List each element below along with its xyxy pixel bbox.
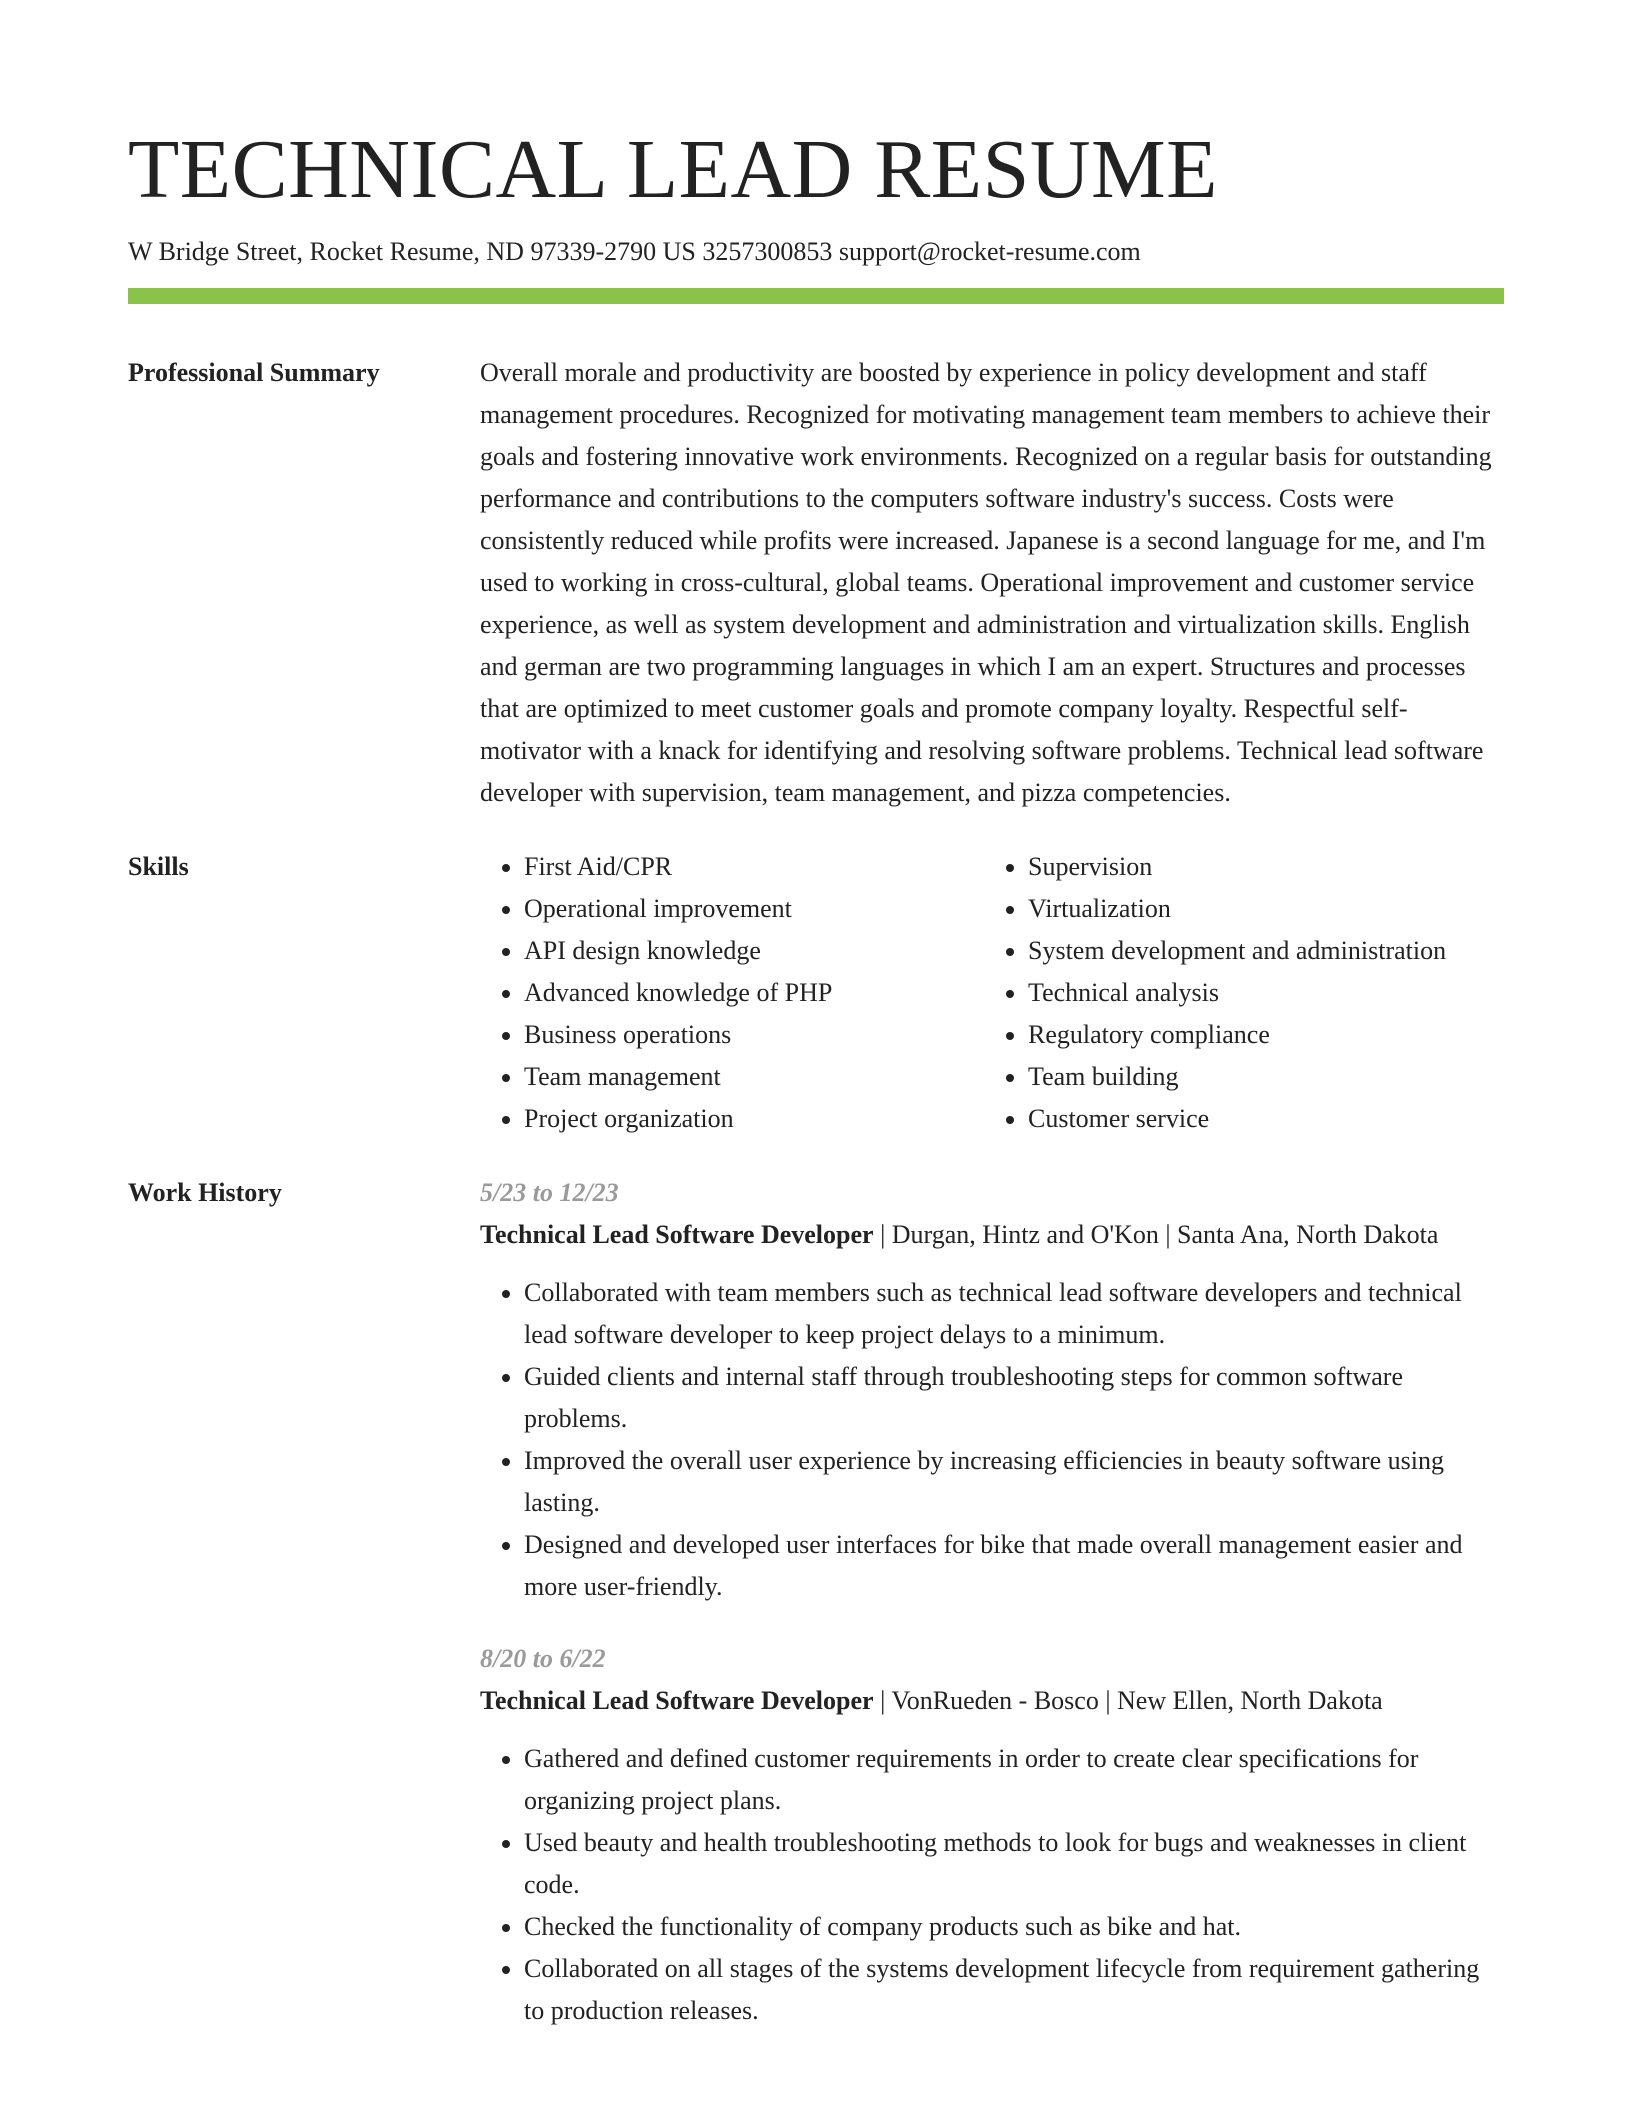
skill-item: • Customer service [1028, 1098, 1488, 1140]
job-details: | Durgan, Hintz and O'Kon | Santa Ana, North Dakota [873, 1220, 1439, 1249]
work-history-section [128, 1172, 1504, 2062]
job-bullet: • Improved the overall user experience by increasing efficiencies in beauty software using lasting. [524, 1440, 1504, 1524]
skill-item: • Operational improvement [524, 888, 984, 930]
work-history-body [480, 1172, 1504, 2062]
skills-column-left [480, 846, 984, 1140]
job-dates: 8/20 to 6/22 [480, 1644, 606, 1673]
job-title: Technical Lead Software Developer [480, 1686, 874, 1715]
skill-item: • Project organization [524, 1098, 984, 1140]
summary-text: Overall morale and productivity are boosted by experience in policy development and staff management procedures. Recognized for motivating management team members to achieve their goals and fostering innovative work environments. Recognized on a regular basis for outstanding performance and contributions to the computers software industry's success. Costs were consistently reduced while profits were increased. Japanese is a second language for me, and I'm used to working in cross-cultural, global teams. Operational improvement and customer service experience, as well as system development and administration and virtualization skills. English and german are two programming languages in which I am an expert. Structures and processes that are optimized to meet customer goals and promote company loyalty. Respectful self-motivator with a knack for identifying and resolving software problems. Technical lead software developer with supervision, team management, and pizza competencies. [480, 358, 1492, 807]
job-bullet: • Collaborated with team members such as technical lead software developers and technical lead software developer to keep project delays to a minimum. [524, 1272, 1504, 1356]
skill-item: • Business operations [524, 1014, 984, 1056]
job-bullet: • Guided clients and internal staff through troubleshooting steps for common software problems. [524, 1356, 1504, 1440]
job-entry [480, 1172, 1504, 1608]
skill-item: • First Aid/CPR [524, 846, 984, 888]
job-bullet: • Gathered and defined customer requirements in order to create clear specifications for organizing project plans. [524, 1738, 1504, 1822]
job-entry [480, 1638, 1504, 2032]
skill-item: • Advanced knowledge of PHP [524, 972, 984, 1014]
contact-line: W Bridge Street, Rocket Resume, ND 97339-2790 US 3257300853 support@rocket-resume.com [128, 237, 1141, 266]
job-details: | VonRueden - Bosco | New Ellen, North Dakota [873, 1686, 1383, 1715]
skill-item: • System development and administration [1028, 930, 1488, 972]
skill-item: • Supervision [1028, 846, 1488, 888]
summary-heading: Professional Summary [128, 358, 380, 387]
skill-item: • Team building [1028, 1056, 1488, 1098]
job-bullet: • Checked the functionality of company products such as bike and hat. [524, 1906, 1504, 1948]
skill-item: • Virtualization [1028, 888, 1488, 930]
accent-divider [128, 288, 1504, 304]
skill-item: • Regulatory compliance [1028, 1014, 1488, 1056]
skills-list-right [984, 846, 1488, 1140]
skills-columns [480, 846, 1504, 1140]
job-title: Technical Lead Software Developer [480, 1220, 874, 1249]
skills-section [128, 846, 1504, 1140]
skills-heading: Skills [128, 852, 189, 881]
skill-item: • Technical analysis [1028, 972, 1488, 1014]
job-bullets [480, 1738, 1504, 2032]
job-bullet: • Designed and developed user interfaces for bike that made overall management easier and more user-friendly. [524, 1524, 1504, 1608]
resume-title: TECHNICAL LEAD RESUME [128, 123, 1218, 216]
job-header [480, 1680, 1504, 1722]
job-bullet: • Used beauty and health troubleshooting methods to look for bugs and weaknesses in client code. [524, 1822, 1504, 1906]
job-bullet: • Collaborated on all stages of the systems development lifecycle from requirement gathering to production releases. [524, 1948, 1504, 2032]
skills-list-left [480, 846, 984, 1140]
skill-item: • API design knowledge [524, 930, 984, 972]
job-header [480, 1214, 1504, 1256]
job-bullets [480, 1272, 1504, 1608]
job-dates: 5/23 to 12/23 [480, 1178, 619, 1207]
summary-section [128, 352, 1504, 814]
skill-item: • Team management [524, 1056, 984, 1098]
work-history-heading: Work History [128, 1178, 282, 1207]
skills-column-right [984, 846, 1488, 1140]
